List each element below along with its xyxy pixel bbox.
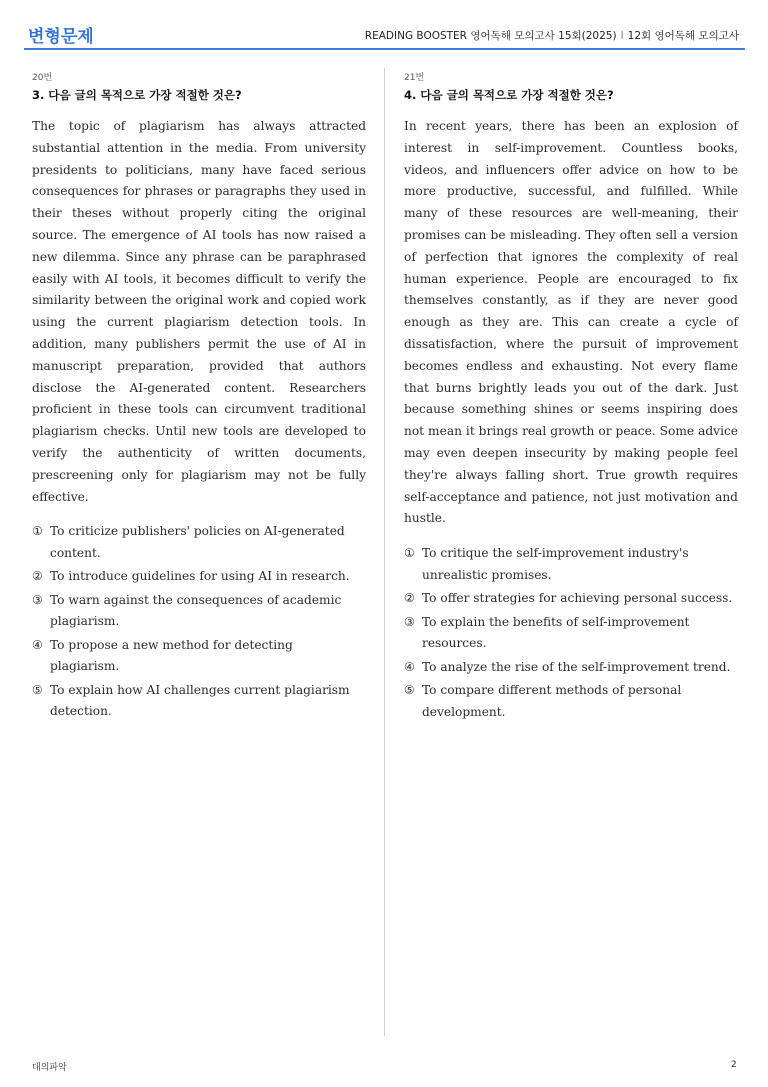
question-title: 4. 다음 글의 목적으로 가장 적절한 것은? <box>404 88 614 102</box>
answer-choices <box>404 543 738 723</box>
page-number: 2 <box>731 1060 737 1070</box>
source-title: READING BOOSTER 영어독해 모의고사 15회(2025) <box>364 30 617 42</box>
answer-choice-4[interactable] <box>404 657 738 679</box>
question-column-left <box>32 70 366 725</box>
choice-text: To warn against the consequences of academic plagiarism. <box>50 592 342 629</box>
choice-number-1: ① <box>404 546 415 561</box>
choice-number-3: ③ <box>32 592 43 607</box>
choice-text: To explain the benefits of self-improvement resources. <box>422 614 690 651</box>
header-separator: I <box>620 30 624 42</box>
answer-choice-3[interactable] <box>32 590 366 633</box>
choice-number-4: ④ <box>32 637 43 652</box>
choice-number-2: ② <box>32 569 43 584</box>
choice-number-5: ⑤ <box>404 683 415 698</box>
answer-choice-5[interactable] <box>32 680 366 723</box>
choice-number-5: ⑤ <box>32 682 43 697</box>
answer-choices <box>32 521 366 723</box>
choice-text: To criticize publishers' policies on AI-generated content. <box>50 524 345 560</box>
choice-text: To introduce guidelines for using AI in research. <box>50 569 350 584</box>
answer-choice-1[interactable] <box>404 543 738 586</box>
question-title: 3. 다음 글의 목적으로 가장 적절한 것은? <box>32 88 242 102</box>
question-passage: In recent years, there has been an explosion of interest in self-improvement. Countless books, videos, and influencers offer advice on how to be more productive, successful, and fulfilled. While many of these resources are well-meaning, their promises can be misleading. They often sell a version of perfection that ignores the complexity of real human experience. People are encouraged to fix themselves constantly, as if they are never good enough as they are. This can create a cycle of dissatisfaction, where the pursuit of improvement becomes endless and exhausting. Not every flame that burns brightly leads you out of the dark. Just because something shines or seems inspiring does not mean it brings real growth or peace. Some advice may even deepen insecurity by making people feel they're always falling short. True growth requires self-acceptance and patience, not just motivation and hustle. <box>404 119 738 526</box>
choice-number-2: ② <box>404 591 415 606</box>
question-number-label: 20번 <box>32 73 53 83</box>
question-number-label: 21번 <box>404 73 425 83</box>
answer-choice-4[interactable] <box>32 635 366 678</box>
choice-text: To critique the self-improvement industry's unrealistic promises. <box>422 546 689 582</box>
answer-choice-2[interactable] <box>404 588 738 610</box>
footer-category: 대의파악 <box>32 1063 67 1073</box>
choice-number-4: ④ <box>404 659 415 674</box>
choice-number-3: ③ <box>404 614 415 629</box>
answer-choice-2[interactable] <box>32 566 366 588</box>
question-passage: The topic of plagiarism has always attracted substantial attention in the media. From university presidents to politicians, many have faced serious consequences for phrases or paragraphs they used in their theses without properly citing the original source. The emergence of AI tools has now raised a new dilemma. Since any phrase can be paraphrased easily with AI tools, it becomes difficult to verify the similarity between the original work and copied work using the current plagiarism detection tools. In addition, many publishers permit the use of AI in manuscript preparation, provided that authors disclose the AI-generated content. Researchers proficient in these tools can circumvent traditional plagiarism checks. Until new tools are developed to verify the authenticity of written documents, prescreening only for plagiarism may not be fully effective. <box>32 119 366 504</box>
choice-text: To offer strategies for achieving personal success. <box>422 591 733 606</box>
answer-choice-1[interactable] <box>32 521 366 564</box>
header-source-info <box>365 28 739 43</box>
exam-title: 12회 영어독해 모의고사 <box>627 30 739 42</box>
choice-number-1: ① <box>32 524 43 539</box>
choice-text: To analyze the rise of the self-improvement trend. <box>422 659 731 674</box>
choice-text: To explain how AI challenges current plagiarism detection. <box>50 682 350 719</box>
column-divider <box>384 68 385 1036</box>
brand-title: 변형문제 <box>28 27 94 47</box>
answer-choice-3[interactable] <box>404 612 738 655</box>
page-header <box>24 20 745 50</box>
choice-text: To compare different methods of personal development. <box>422 683 682 719</box>
answer-choice-5[interactable] <box>404 680 738 723</box>
question-column-right <box>404 70 738 725</box>
choice-text: To propose a new method for detecting plagiarism. <box>50 637 293 674</box>
